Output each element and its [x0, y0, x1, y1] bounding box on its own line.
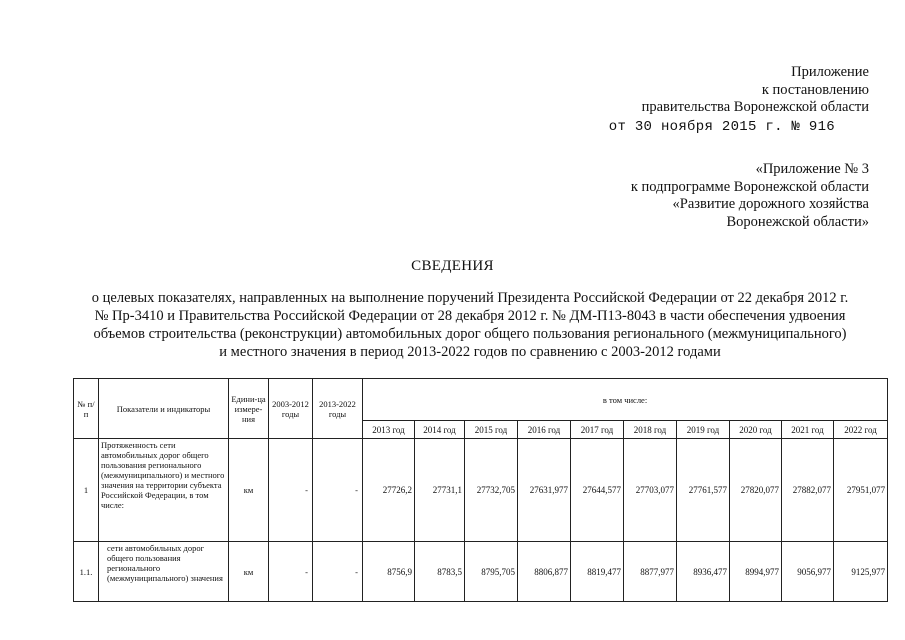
row-name: Протяженность сети автомобильных дорог общего пользования регионального (межмуниципального) и местного значения на территории субъекта Российской Федерации, в том числе:	[99, 439, 229, 542]
row-value: 27761,577	[677, 439, 730, 542]
subtitle-line: о целевых показателях, направленных на выполнение поручений Президента Российской Федерации от 22 декабря 2012 г.	[91, 290, 849, 306]
row-value: 27731,1	[415, 439, 465, 542]
header-year: 2015 год	[465, 421, 518, 439]
appendix-line: Воронежской области»	[726, 213, 869, 230]
subtitle-line: и местного значения в период 2013-2022 годов по сравнению с 2003-2012 годами	[219, 344, 721, 360]
header-num: № п/п	[74, 379, 99, 439]
table-row	[74, 439, 888, 542]
row-value: 8994,977	[730, 542, 782, 602]
header-year: 2022 год	[834, 421, 888, 439]
row-num: 1.1.	[74, 542, 99, 602]
header-year: 2020 год	[730, 421, 782, 439]
document-title: СВЕДЕНИЯ	[411, 258, 494, 274]
row-value: 8877,977	[624, 542, 677, 602]
header-year: 2017 год	[571, 421, 624, 439]
appendix-line: «Развитие дорожного хозяйства	[672, 196, 869, 212]
appendix-block	[609, 64, 869, 136]
row-value: 8783,5	[415, 542, 465, 602]
header-including: в том числе:	[363, 379, 888, 421]
header-unit: Едини-ца измере-ния	[229, 379, 269, 439]
row-value: 9125,977	[834, 542, 888, 602]
subtitle-line: объемов строительства (реконструкции) автомобильных дорог общего пользования регионального (межмуниципального)	[93, 326, 847, 342]
row-value: 8936,477	[677, 542, 730, 602]
row-num: 1	[74, 439, 99, 542]
row-value: 27644,577	[571, 439, 624, 542]
row-value: 9056,977	[782, 542, 834, 602]
row-unit: км	[229, 439, 269, 542]
row-value: 8819,477	[571, 542, 624, 602]
header-year: 2018 год	[624, 421, 677, 439]
header-name: Показатели и индикаторы	[99, 379, 229, 439]
row-period-2003-2012: -	[269, 439, 313, 542]
appendix-line: к подпрограмме Воронежской области	[630, 178, 869, 195]
header-year: 2013 год	[363, 421, 415, 439]
row-value: 27951,077	[834, 439, 888, 542]
subtitle-line: № Пр-3410 и Правительства Российской Федерации от 28 декабря 2012 г. № ДМ-П13-8043 в части обеспечения удвоения	[94, 308, 846, 324]
header-year: 2014 год	[415, 421, 465, 439]
row-value: 8756,9	[363, 542, 415, 602]
table-row	[74, 542, 888, 602]
indicators-table	[73, 378, 888, 602]
row-value: 27726,2	[363, 439, 415, 542]
row-value: 27732,705	[465, 439, 518, 542]
appendix-line: к постановлению	[761, 81, 869, 98]
header-year: 2016 год	[518, 421, 571, 439]
row-value: 27703,077	[624, 439, 677, 542]
document-subtitle	[60, 289, 880, 361]
subprogram-appendix-block	[631, 161, 869, 231]
header-year: 2019 год	[677, 421, 730, 439]
row-name: сети автомобильных дорог общего пользования регионального (межмуниципального) значения	[99, 542, 229, 602]
appendix-line: Приложение	[791, 64, 869, 80]
row-unit: км	[229, 542, 269, 602]
row-value: 8795,705	[465, 542, 518, 602]
header-period-2013-2022: 2013-2022 годы	[313, 379, 363, 439]
appendix-line: «Приложение № 3	[755, 161, 869, 177]
row-period-2013-2022: -	[313, 542, 363, 602]
row-value: 27820,077	[730, 439, 782, 542]
order-reference: от 30 ноября 2015 г. № 916	[608, 118, 835, 135]
row-value: 27631,977	[518, 439, 571, 542]
appendix-line: правительства Воронежской области	[641, 99, 869, 115]
row-value: 27882,077	[782, 439, 834, 542]
row-period-2013-2022: -	[313, 439, 363, 542]
header-year: 2021 год	[782, 421, 834, 439]
row-value: 8806,877	[518, 542, 571, 602]
row-period-2003-2012: -	[269, 542, 313, 602]
header-period-2003-2012: 2003-2012 годы	[269, 379, 313, 439]
